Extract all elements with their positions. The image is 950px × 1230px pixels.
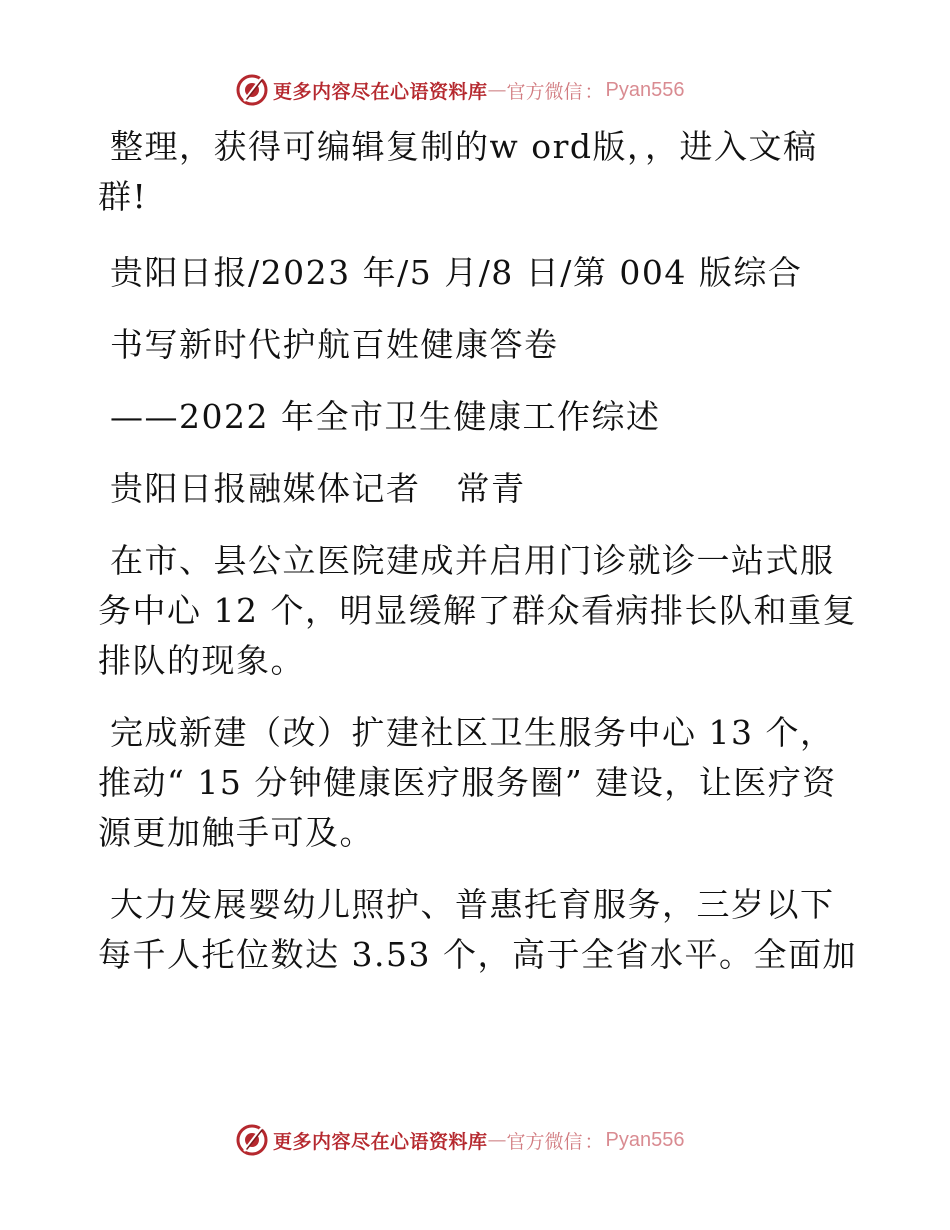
body-paragraph: 大力发展婴幼儿照护、普惠托育服务，三岁以下每千人托位数达 3.53 个，高于全省水平。全面加 xyxy=(98,885,857,974)
document-body xyxy=(98,120,858,980)
banner-wechat-id: Pyan556 xyxy=(605,78,685,101)
banner-colon: ： xyxy=(584,1130,604,1153)
banner-site-name: 更多内容尽在心语资料库 xyxy=(273,80,488,103)
body-paragraph: 在市、县公立医院建成并启用门诊就诊一站式服务中心 12 个，明显缓解了群众看病排长队和重复排队的现象。 xyxy=(98,541,857,680)
intro-paragraph: 整理，获得可编辑复制的w ord版，，进入文稿群! xyxy=(98,127,818,216)
source-line: 贵阳日报/2023 年/5 月/8 日/第 004 版综合 xyxy=(110,253,803,292)
banner-separator: — xyxy=(487,79,507,101)
banner-site-name: 更多内容尽在心语资料库 xyxy=(273,1130,488,1153)
banner-wechat-label: 官方微信 xyxy=(506,80,583,103)
banner-separator: — xyxy=(487,1129,507,1151)
banner-colon: ： xyxy=(584,80,604,103)
header-banner xyxy=(235,72,685,108)
banner-wechat-id: Pyan556 xyxy=(605,1128,685,1151)
footer-banner xyxy=(235,1122,685,1158)
banner-wechat-label: 官方微信 xyxy=(506,1130,583,1153)
body-paragraph: 完成新建（改）扩建社区卫生服务中心 13 个，推动“ 15 分钟健康医疗服务圈” 建设，让医疗资源更加触手可及。 xyxy=(98,713,837,852)
byline: 贵阳日报融媒体记者 常青 xyxy=(110,469,526,508)
article-title: 书写新时代护航百姓健康答卷 xyxy=(110,325,559,364)
brand-logo-icon xyxy=(235,73,269,107)
brand-logo-icon xyxy=(235,1123,269,1157)
article-subtitle: ——2022 年全市卫生健康工作综述 xyxy=(110,397,661,436)
